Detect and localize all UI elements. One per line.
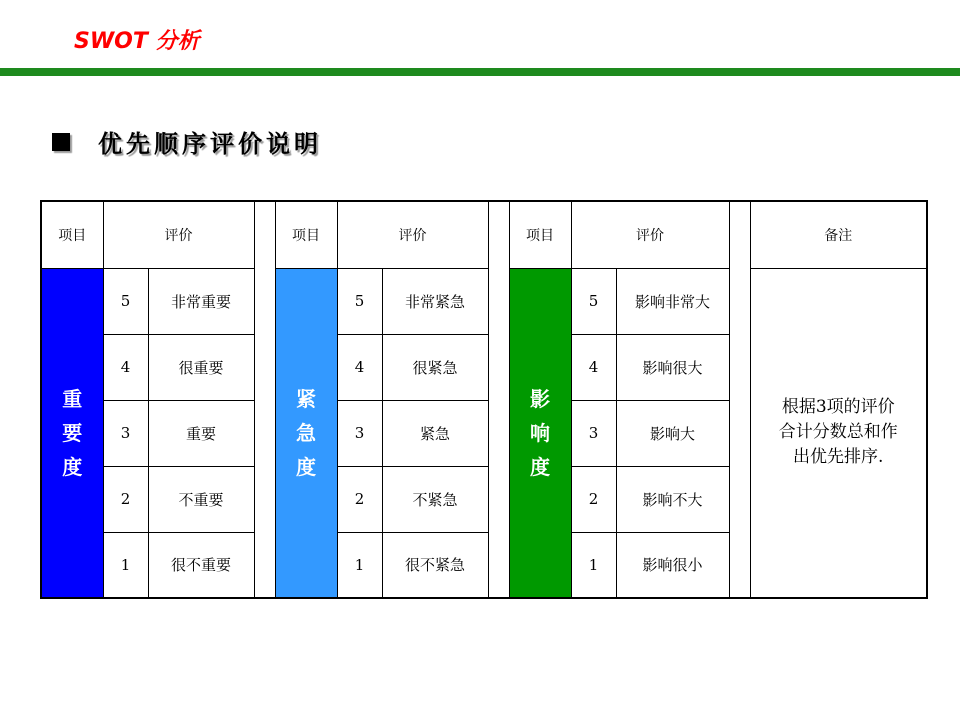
- rating-label: 重要: [148, 400, 254, 466]
- score-cell: 2: [571, 466, 616, 532]
- rating-label: 很不重要: [148, 532, 254, 598]
- score-cell: 4: [337, 334, 382, 400]
- rating-label: 非常重要: [148, 268, 254, 334]
- rating-label: 影响非常大: [616, 268, 729, 334]
- score-cell: 4: [571, 334, 616, 400]
- header-item-impact: 项目: [509, 201, 571, 268]
- rating-label: 很紧急: [382, 334, 488, 400]
- header-title: SWOT 分析: [74, 29, 200, 54]
- header-eval-impact: 评价: [571, 201, 729, 268]
- rating-label: 影响很大: [616, 334, 729, 400]
- square-bullet-icon: [52, 133, 70, 151]
- score-cell: 2: [337, 466, 382, 532]
- score-cell: 5: [103, 268, 148, 334]
- rating-label: 影响不大: [616, 466, 729, 532]
- header-eval-importance: 评价: [103, 201, 254, 268]
- rating-label: 紧急: [382, 400, 488, 466]
- score-cell: 4: [103, 334, 148, 400]
- score-cell: 3: [103, 400, 148, 466]
- header-divider: [0, 68, 960, 76]
- column-gap: [254, 201, 275, 598]
- score-cell: 1: [337, 532, 382, 598]
- priority-evaluation-table: [40, 200, 928, 599]
- rating-label: 很不紧急: [382, 532, 488, 598]
- table-row: [41, 268, 927, 334]
- score-cell: 3: [337, 400, 382, 466]
- score-cell: 5: [571, 268, 616, 334]
- rating-label: 非常紧急: [382, 268, 488, 334]
- section-heading: [52, 124, 322, 159]
- score-cell: 1: [103, 532, 148, 598]
- rating-label: 影响很小: [616, 532, 729, 598]
- score-cell: 1: [571, 532, 616, 598]
- table-header-row: [41, 201, 927, 268]
- header-item-importance: 项目: [41, 201, 103, 268]
- rating-label: 不紧急: [382, 466, 488, 532]
- score-cell: 5: [337, 268, 382, 334]
- header-item-urgency: 项目: [275, 201, 337, 268]
- header-eval-urgency: 评价: [337, 201, 488, 268]
- category-urgency: 紧 急 度: [275, 268, 337, 598]
- category-impact: 影 响 度: [509, 268, 571, 598]
- category-importance: 重 要 度: [41, 268, 103, 598]
- score-cell: 3: [571, 400, 616, 466]
- column-gap: [729, 201, 750, 598]
- rating-label: 不重要: [148, 466, 254, 532]
- score-cell: 2: [103, 466, 148, 532]
- rating-label: 很重要: [148, 334, 254, 400]
- rating-label: 影响大: [616, 400, 729, 466]
- header-note: 备注: [750, 201, 927, 268]
- section-heading-text: 优先顺序评价说明: [98, 130, 322, 158]
- note-cell: 根据3项的评价 合计分数总和作 出优先排序.: [750, 268, 927, 598]
- column-gap: [488, 201, 509, 598]
